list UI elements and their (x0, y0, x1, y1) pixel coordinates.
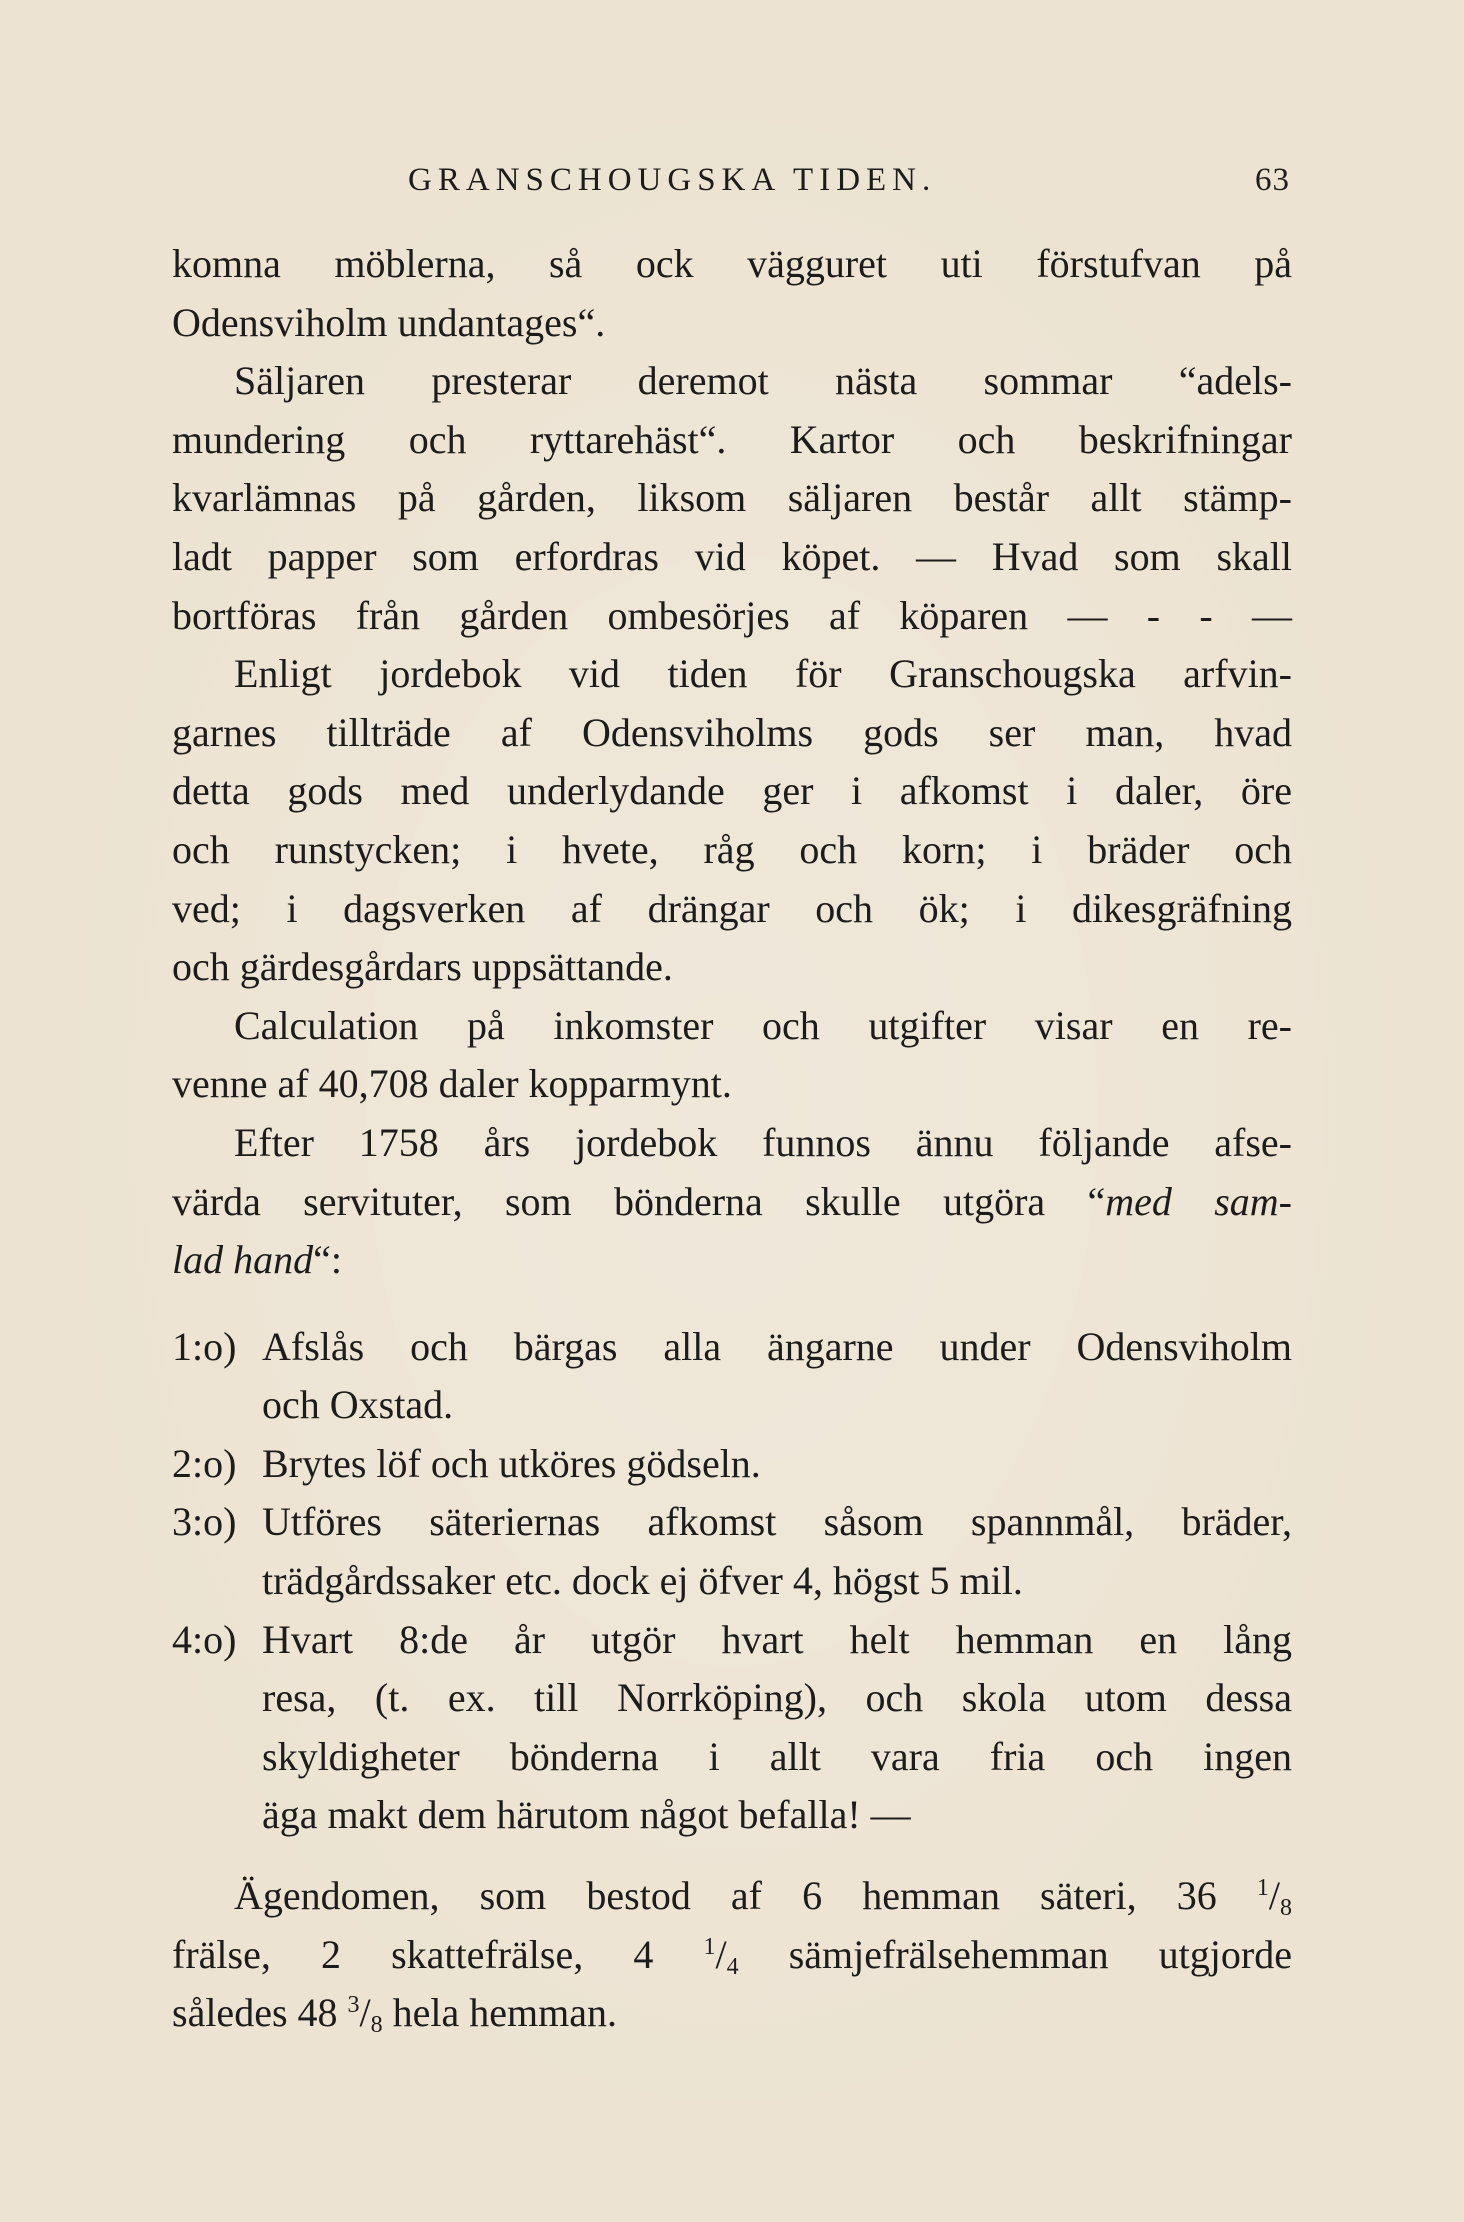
text-line (172, 1984, 1292, 2043)
servitude-list (172, 1318, 1292, 1845)
list-item-line: skyldigheter bönderna i allt vara fria och ingen (262, 1733, 1292, 1779)
text-segment: hela hemman. (382, 1990, 617, 2036)
paragraph-2 (172, 352, 1292, 645)
fraction-numerator: 1 (1256, 1875, 1269, 1902)
text-segment: sämjefrälsehemman utgjorde (738, 1931, 1292, 1977)
list-item-line: Hvart 8:de år utgör hvart helt hemman en lång (262, 1616, 1292, 1662)
paragraph-5 (172, 1114, 1292, 1290)
text-segment: “: (313, 1237, 342, 1283)
text-line: Enligt jordebok vid tiden för Granschougska arfvin- (234, 651, 1292, 697)
text-segment: värda servituter, som bönderna skulle utgöra “ (172, 1178, 1106, 1224)
text-line (172, 1231, 1292, 1290)
paragraph-final (172, 1867, 1292, 2043)
list-item-line: Afslås och bärgas alla ängarne under Odensviholm (262, 1323, 1292, 1369)
fraction-numerator: 1 (703, 1933, 716, 1960)
spacer (172, 1290, 1292, 1318)
list-item (172, 1318, 1292, 1435)
text-line: ladt papper som erfordras vid köpet. — Hvad som skall (172, 533, 1292, 579)
list-number: 2:o) (172, 1440, 237, 1486)
text-line (172, 1867, 1292, 1926)
fraction-denominator: 8 (1280, 1895, 1292, 1922)
list-item-line: Brytes löf och utköres gödseln. (262, 1440, 761, 1486)
text-line: garnes tillträde af Odensviholms gods ser man, hvad (172, 709, 1292, 755)
text-line: detta gods med underlydande ger i afkomst i daler, öre (172, 768, 1292, 814)
text-line (172, 1173, 1292, 1232)
text-segment: frälse, 2 skattefrälse, 4 (172, 1931, 704, 1977)
fraction: $^3/_8$ (347, 1990, 383, 2039)
text-line (172, 1926, 1292, 1985)
text-line: Efter 1758 års jordebok funnos ännu följande afse- (234, 1119, 1292, 1165)
text-line: och gärdesgårdars uppsättande. (172, 944, 673, 990)
fraction: $^1/_8$ (1256, 1873, 1292, 1922)
italic-segment: med sam- (1105, 1178, 1292, 1224)
text-line: komna möblerna, så ock vägguret uti förstufvan på (172, 241, 1292, 286)
text-line: kvarlämnas på gården, liksom säljaren består allt stämp- (172, 475, 1292, 521)
list-item-line: resa, (t. ex. till Norrköping), och skola utom dessa (262, 1675, 1292, 1721)
list-item-line: trädgårdssaker etc. dock ej öfver 4, högst 5 mil. (262, 1558, 1023, 1604)
page-header (408, 162, 1290, 212)
list-item-line: äga makt dem härutom något befalla! — (262, 1792, 911, 1838)
text-line: Odensviholm undantages“. (172, 299, 606, 345)
paragraph-4 (172, 997, 1292, 1114)
text-line: Calculation på inkomster och utgifter visar en re- (234, 1002, 1292, 1048)
fraction: $^1/_4$ (703, 1931, 739, 1980)
fraction-numerator: 3 (347, 1992, 360, 2019)
text-line: ved; i dagsverken af drängar och ök; i dikesgräfning (172, 885, 1292, 931)
text-segment: Ägendomen, som bestod af 6 hemman säteri, 36 (234, 1873, 1257, 1919)
paragraph-1 (172, 235, 1292, 352)
list-number: 1:o) (172, 1323, 237, 1369)
paragraph-3 (172, 645, 1292, 997)
page-body (172, 235, 1292, 2043)
fraction-denominator: 4 (726, 1953, 739, 1980)
list-item (172, 1493, 1292, 1610)
list-item-line: och Oxstad. (262, 1382, 454, 1428)
text-line: Säljaren presterar deremot nästa sommar “adels- (234, 358, 1292, 404)
page-number: 63 (1255, 162, 1290, 198)
list-number: 3:o) (172, 1499, 237, 1545)
italic-segment: lad hand (172, 1237, 314, 1283)
text-segment: således 48 (172, 1990, 348, 2036)
text-line: mundering och ryttarehäst“. Kartor och beskrifningar (172, 416, 1292, 462)
list-item (172, 1435, 1292, 1494)
text-line: och runstycken; i hvete, råg och korn; i bräder och (172, 826, 1292, 872)
running-title: GRANSCHOUGSKA TIDEN. (408, 162, 937, 198)
text-line: venne af 40,708 daler kopparmynt. (172, 1061, 732, 1107)
fraction-denominator: 8 (370, 2012, 383, 2039)
text-line: bortföras från gården ombesörjes af köparen — - - — (172, 592, 1292, 638)
list-item (172, 1611, 1292, 1845)
spacer (172, 1845, 1292, 1867)
list-number: 4:o) (172, 1616, 237, 1662)
list-item-line: Utföres säteriernas afkomst såsom spannmål, bräder, (262, 1499, 1292, 1545)
